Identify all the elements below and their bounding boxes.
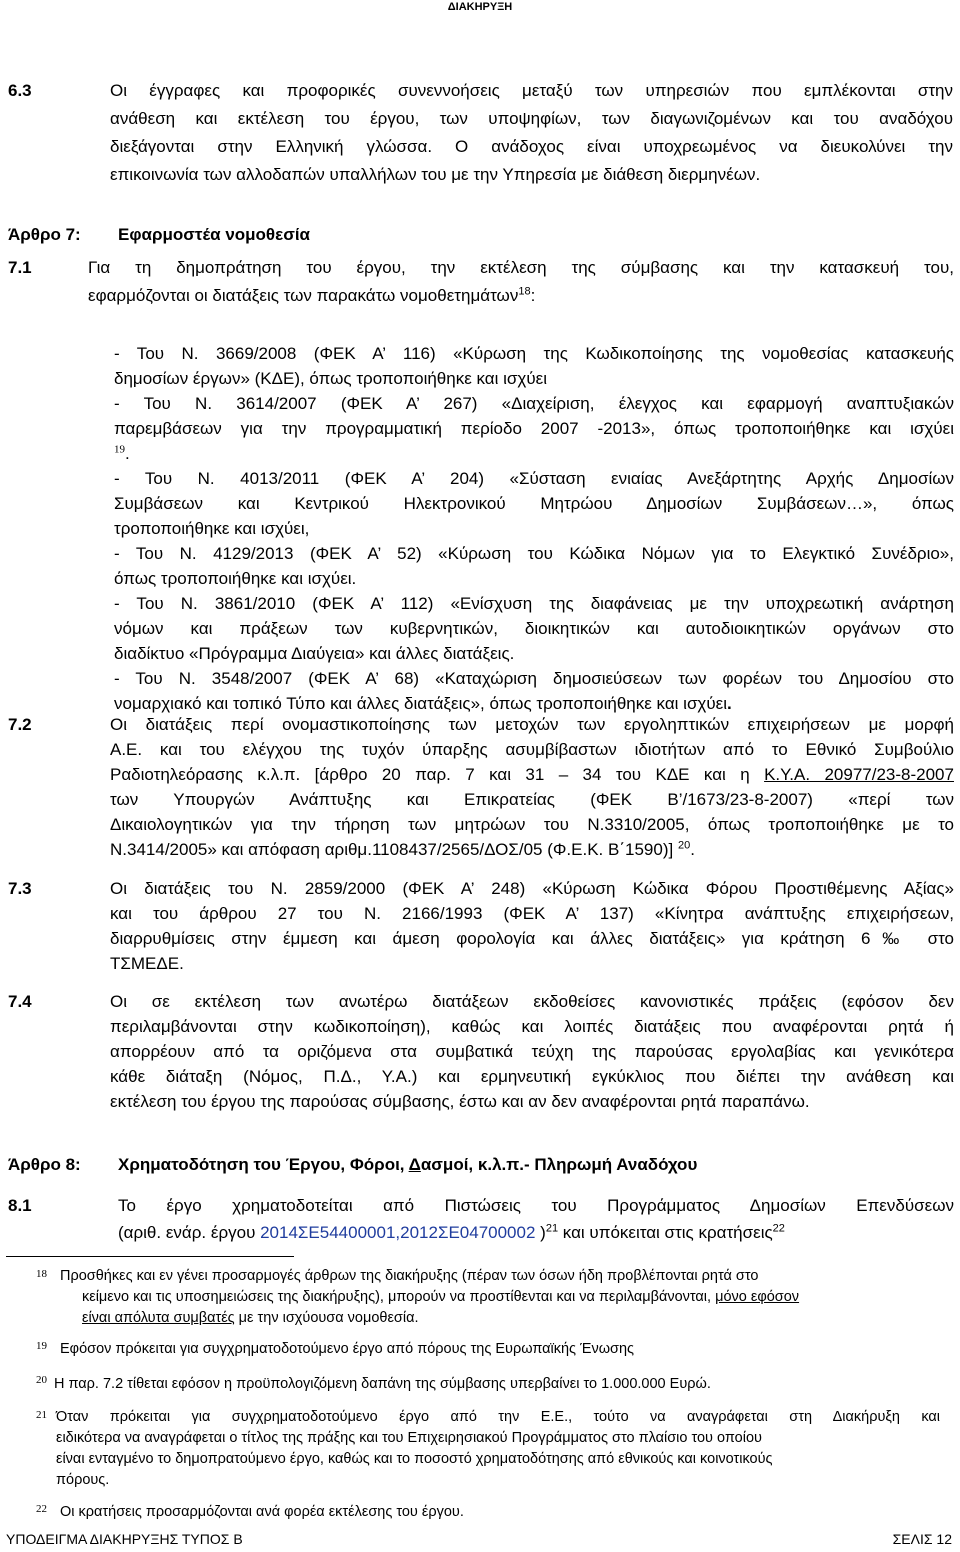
footnote-line [60, 1308, 940, 1329]
section-number-6-3: 6.3 [8, 81, 32, 100]
section-number-7-2: 7.2 [8, 715, 32, 734]
text-line: ανάθεση και εκτέλεση του έργου, των υποψηφίων, των διαγωνιζομένων και του αναδόχου [110, 109, 953, 128]
text-line: επικοινωνία των αλλοδαπών υπαλλήλων του με την Υπηρεσία με διάθεση διερμηνέων. [110, 165, 761, 184]
section-number-8-1: 8.1 [8, 1196, 32, 1215]
article-8-title [118, 1152, 697, 1177]
footnote-line: ειδικότερα να αναγράφεται ο τίτλος της πράξης και του Επιχειρησιακού Προγράμματος στο πλαίσιο του οποίου [56, 1430, 762, 1446]
footnote-number-19: 19 [36, 1340, 47, 1352]
text-span: Ραδιοτηλεόρασης κ.λ.π. [άρθρο 20 παρ. 7 και 31 – 34 του ΚΔΕ και η [110, 765, 765, 784]
section-7-4-text [110, 989, 954, 1114]
footnote-number-18: 18 [36, 1268, 47, 1280]
text-span: . [690, 840, 695, 859]
list-item-line: - Του Ν. 3861/2010 (ΦΕΚ Α’ 112) «Ενίσχυση της διαφάνειας με την υποχρεωτική ανάρτηση [114, 594, 954, 613]
footnote-line [60, 1287, 940, 1308]
text-line [88, 283, 954, 308]
text-line [118, 1220, 954, 1245]
list-item-line: δημοσίων έργων» (ΚΔΕ), όπως τροποποιήθηκε και ισχύει [114, 369, 547, 388]
text-line: Το έργο χρηματοδοτείται από Πιστώσεις του Προγράμματος Δημοσίων Επενδύσεων [118, 1196, 954, 1215]
list-item-line: παρεμβάσεων για την προγραμματική περίοδο 2007 -2013», όπως τροποποιήθηκε και ισχύει [114, 419, 954, 438]
text-line: Για τη δημοπράτηση του έργου, την εκτέλεση της σύμβασης και την κατασκευή του, [88, 258, 954, 277]
text-span: ασμοί, κ.λ.π.- Πληρωμή Αναδόχου [420, 1155, 698, 1174]
kya-reference: Κ.Υ.Α. 20977/23-8-2007 [764, 765, 954, 784]
footnote-line: Προσθήκες και εν γένει προσαρμογές άρθρων της διακήρυξης (πέραν των όσων ήδη προβλέπονται ρητά στο [60, 1268, 759, 1284]
legislation-list [114, 341, 954, 716]
footnote-ref-20: 20 [677, 839, 691, 852]
list-item-line: όπως τροποποιήθηκε και ισχύει. [114, 569, 357, 588]
footnote-20: Η παρ. 7.2 τίθεται εφόσον η προϋπολογιζόμενη δαπάνη της σύμβασης υπερβαίνει το 1.000.000 Ευρώ. [54, 1376, 711, 1392]
section-number-7-4: 7.4 [8, 992, 32, 1011]
text-span: νομαρχιακό και τοπικό Τύπο και άλλες διατάξεις», όπως τροποποιήθηκε και ισχύει [114, 694, 728, 713]
text-line: διεξάγονται στην Ελληνική γλώσσα. Ο ανάδοχος είναι υποχρεωμένος να διευκολύνει την [110, 137, 953, 156]
list-item-line: Συμβάσεων και Κεντρικού Ηλεκτρονικού Μητρώου Δημοσίων Συμβάσεων…», όπως [114, 494, 954, 513]
footnote-number-21: 21 [36, 1409, 47, 1421]
text-span: κείμενο και τις υποσημειώσεις της διακήρυξης), μπορούν να προστίθενται και να περιλαμβάνονται, [82, 1289, 716, 1305]
footnote-21 [54, 1407, 940, 1491]
text-span: Ν.3414/2005» και απόφαση αριθμ.1108437/2565/ΔΟΣ/05 (Φ.Ε.Κ. Β΄1590)] [110, 840, 674, 859]
text-span: μόνο εφόσον [715, 1289, 800, 1305]
text-line [110, 762, 954, 787]
text-line: Α.Ε. και του ελέγχου της τυχόν ύπαρξης ασυμβίβαστων ιδιοτήτων από το Εθνικό Συμβούλιο [110, 740, 954, 759]
section-7-3-text [110, 876, 954, 976]
text-line [110, 837, 954, 862]
section-6-3-text [110, 78, 953, 187]
text-span: και υπόκειται στις κρατήσεις [558, 1223, 773, 1242]
article-7-title: Εφαρμοστέα νομοθεσία [118, 225, 310, 244]
article-7-label: Άρθρο 7: [8, 225, 81, 244]
section-8-1-text [118, 1193, 954, 1245]
text-span: ) [535, 1223, 546, 1242]
list-item-line: τροποποιήθηκε και ισχύει, [114, 519, 310, 538]
list-item-line: - Του Ν. 3614/2007 (ΦΕΚ Α’ 267) «Διαχείριση, έλεγχος και εφαρμογή αναπτυξιακών [114, 394, 954, 413]
footnote-ref-22: 22 [772, 1222, 785, 1235]
footnote-ref-18: 18 [518, 285, 531, 298]
text-span: Χρηματοδότηση του Έργου, Φόροι, [118, 1155, 409, 1174]
page-header-title: ΔΙΑΚΗΡΥΞΗ [447, 1, 513, 13]
footnote-19: Εφόσον πρόκειται για συγχρηματοδοτούμενο έργο από πόρους της Ευρωπαϊκής Ένωσης [60, 1341, 635, 1357]
footnote-line: Όταν πρόκειται για συγχρηματοδοτούμενο έργο από την Ε.Ε., τούτο να αναγράφεται στη Διακήρυξη και [56, 1409, 940, 1425]
footnote-line: είναι ενταγμένο το δημοπρατούμενο έργο, καθώς και το ποσοστό χρηματοδότησης από εθνικούς και κοινοτικούς [56, 1451, 773, 1467]
footnote-number-20: 20 [36, 1374, 47, 1386]
text-line: απορρέουν από τα οριζόμενα στα συμβατικά τεύχη της παρούσας εργολαβίας και γενικότερα [110, 1042, 954, 1061]
footnote-22: Οι κρατήσεις προσαρμόζονται ανά φορέα εκτέλεσης του έργου. [60, 1504, 464, 1520]
text-line: των Υπουργών Ανάπτυξης και Επικρατείας (ΦΕΚ Β’/1673/23-8-2007) «περί των [110, 790, 954, 809]
footnote-18 [60, 1266, 940, 1329]
footnote-ref-19: 19 [114, 443, 125, 456]
text-line: διαρρυθμίσεις στην έμμεση και άμεση φορολογία και άλλες διατάξεις» για κράτηση 6‰ στο [110, 929, 954, 948]
footnote-ref-21: 21 [545, 1222, 559, 1235]
section-number-7-3: 7.3 [8, 879, 32, 898]
list-item-line: - Του Ν. 3669/2008 (ΦΕΚ Α’ 116) «Κύρωση της Κωδικοποίησης της νομοθεσίας κατασκευής [114, 344, 954, 363]
footer-page-number: ΣΕΛΙΣ 12 [892, 1531, 952, 1547]
text-span: είναι απόλυτα συμβατές [82, 1310, 235, 1326]
list-item-line: - Του Ν. 4129/2013 (ΦΕΚ Α’ 52) «Κύρωση του Κώδικα Νόμων για το Ελεγκτικό Συνέδριο», [114, 544, 954, 563]
text-span: (αριθ. ενάρ. έργου [118, 1223, 261, 1242]
list-item-line: νόμων και πράξεων των κυβερνητικών, διοικητικών και αυτοδιοικητικών οργάνων στο [114, 619, 954, 638]
text-line: Οι διατάξεις του Ν. 2859/2000 (ΦΕΚ Α’ 248) «Κύρωση Κώδικα Φόρου Προστιθέμενης Αξίας» [110, 879, 954, 898]
text-line: Οι έγγραφες και προφορικές συνεννοήσεις μεταξύ των υπηρεσιών που εμπλέκονται στην [110, 81, 953, 100]
text-line: και του άρθρου 27 του Ν. 2166/1993 (ΦΕΚ Α’ 137) «Κίνητρα ανάπτυξης επιχειρήσεων, [110, 904, 954, 923]
text-span: με την ισχύουσα νομοθεσία. [234, 1310, 419, 1326]
project-code: 2014ΣΕ54400001,2012ΣΕ04700002 [260, 1223, 536, 1242]
text-line: ΤΣΜΕΔΕ. [110, 954, 184, 973]
text-line: Οι σε εκτέλεση των ανωτέρω διατάξεων εκδοθείσες κανονιστικές πράξεις (εφόσον δεν [110, 992, 954, 1011]
section-7-2-text [110, 712, 954, 862]
list-item-line [114, 441, 954, 466]
list-item-line: διαδίκτυο «Πρόγραμμα Διαύγεια» και άλλες διατάξεις. [114, 644, 515, 663]
text-span: εφαρμόζονται οι διατάξεις των παρακάτω νομοθετημάτων [88, 286, 519, 305]
text-span: . [727, 694, 732, 713]
footnote-number-22: 22 [36, 1503, 47, 1515]
text-span: Δ [408, 1155, 421, 1174]
text-line: Δικαιολογητικών για την τήρηση των μητρώων του Ν.3310/2005, όπως τροποποιήθηκε με το [110, 815, 954, 834]
text-span: : [530, 286, 536, 305]
article-8-label: Άρθρο 8: [8, 1155, 81, 1174]
text-line: περιλαμβάνονται στην κωδικοποίηση), καθώς και λοιπές διατάξεις που αναφέρονται ρητά ή [110, 1017, 954, 1036]
text-line: κάθε διάταξη (Νόμος, Π.Δ., Υ.Α.) και ερμηνευτική εγκύκλιος που διέπει την ανάθεση και [110, 1067, 954, 1086]
text-line: Οι διατάξεις περί ονομαστικοποίησης των μετοχών των εργοληπτικών επιχειρήσεων με μορφή [110, 715, 954, 734]
list-item-line: - Του Ν. 3548/2007 (ΦΕΚ Α’ 68) «Καταχώριση δημοσιεύσεων των φορέων του Δημοσίου στο [114, 669, 954, 688]
section-number-7-1: 7.1 [8, 258, 32, 277]
footer-document-type: ΥΠΟΔΕΙΓΜΑ ΔΙΑΚΗΡΥΞΗΣ ΤΥΠΟΣ Β [6, 1531, 243, 1547]
section-7-1-intro [88, 255, 954, 308]
footnote-line: πόρους. [56, 1472, 110, 1488]
list-item-line: - Του Ν. 4013/2011 (ΦΕΚ Α’ 204) «Σύσταση ενιαίας Ανεξάρτητης Αρχής Δημοσίων [114, 469, 954, 488]
footnote-separator [6, 1256, 294, 1257]
text-line: εκτέλεση του έργου της παρούσας σύμβασης, έστω και αν δεν αναφέρονται ρητά παραπάνω. [110, 1092, 810, 1111]
text-span: . [125, 444, 130, 463]
